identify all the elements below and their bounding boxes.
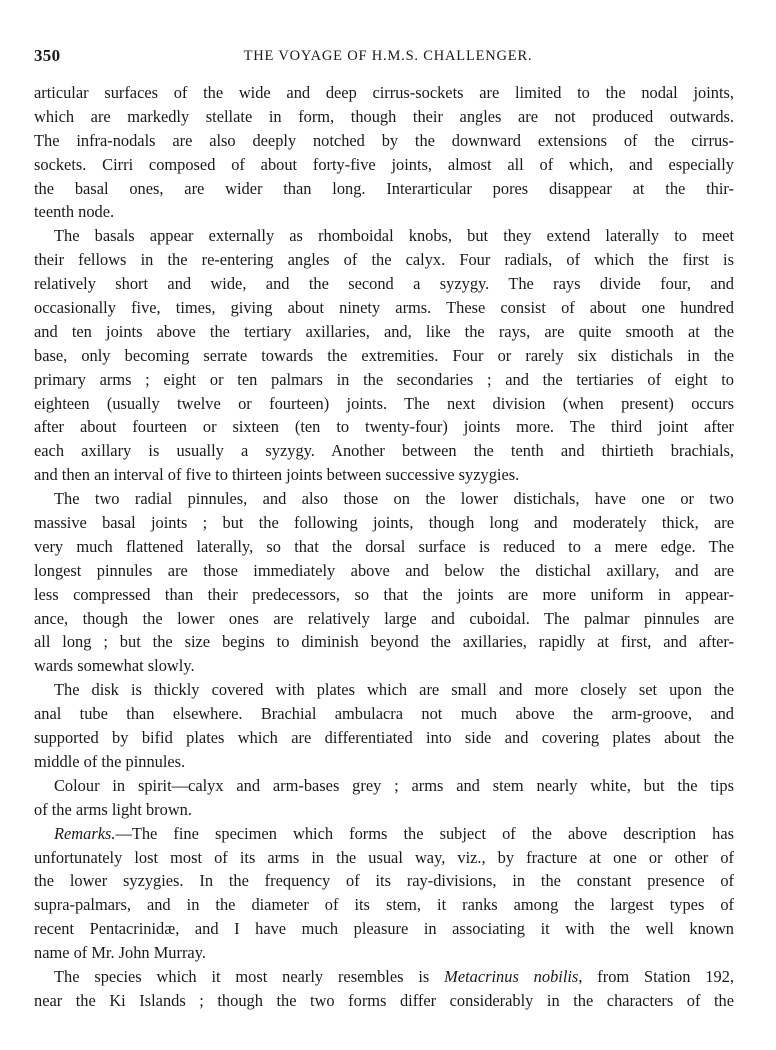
paragraph-pinnules xyxy=(34,487,734,678)
remarks-heading: Remarks. xyxy=(54,823,116,843)
running-title: THE VOYAGE OF H.M.S. CHALLENGER. xyxy=(243,48,533,64)
text-line: each axillary is usually a syzygy. Another between the tenth and thirtieth brachials, xyxy=(34,441,734,461)
text-line: of the arms light brown. xyxy=(34,799,192,819)
text-line: which are markedly stellate in form, though their angles are not produced outwards. xyxy=(34,106,734,126)
text-line: primary arms ; eight or ten palmars in the secondaries ; and the tertiaries of eight to xyxy=(34,369,734,389)
text-span: —The fine specimen which forms the subject of the above description has xyxy=(115,823,734,843)
text-line: name of Mr. John Murray. xyxy=(34,943,206,963)
text-line: and ten joints above the tertiary axillaries, and, like the rays, are quite smooth at the xyxy=(34,321,734,341)
text-line: base, only becoming serrate towards the extremities. Four or rarely six distichals in the xyxy=(34,345,734,365)
text-line: eighteen (usually twelve or fourteen) joints. The next division (when present) occurs xyxy=(34,393,734,413)
page-header xyxy=(34,46,734,70)
text-line: near the Ki Islands ; though the two forms differ considerably in the characters of the xyxy=(34,990,734,1010)
text-line: occasionally five, times, giving about ninety arms. These consist of about one hundred xyxy=(34,298,734,318)
paragraph-basals xyxy=(34,224,734,487)
text-line: the basal ones, are wider than long. Interarticular pores disappear at the thir- xyxy=(34,178,734,198)
paragraph-cirrus-sockets xyxy=(34,81,734,224)
text-line: middle of the pinnules. xyxy=(34,751,186,771)
paragraph-disk xyxy=(34,678,734,774)
text-line: all long ; but the size begins to diminish beyond the axillaries, rapidly at first, and after- xyxy=(34,632,734,652)
paragraph-remarks xyxy=(34,822,734,965)
text-line: articular surfaces of the wide and deep cirrus-sockets are limited to the nodal joints, xyxy=(34,83,734,102)
text-line: ance, though the lower ones are relatively large and cuboidal. The palmar pinnules are xyxy=(34,608,734,628)
text-span: The species which it most nearly resembles is xyxy=(54,966,445,986)
paragraph-colour xyxy=(34,774,734,822)
text-line: the lower syzygies. In the frequency of its ray-divisions, in the constant presence of xyxy=(34,871,734,891)
text-line: Colour in spirit—calyx and arm-bases grey ; arms and stem nearly white, but the tips xyxy=(54,775,734,795)
text-line: wards somewhat slowly. xyxy=(34,656,195,676)
species-name: Metacrinus nobilis xyxy=(444,966,579,986)
paragraph-species xyxy=(34,965,734,1013)
text-line: The basals appear externally as rhomboidal knobs, but they extend laterally to meet xyxy=(54,226,734,246)
text-line: The infra-nodals are also deeply notched by the downward extensions of the cirrus- xyxy=(34,130,734,150)
text-line: relatively short and wide, and the second a syzygy. The rays divide four, and xyxy=(34,274,734,294)
text-line: sockets. Cirri composed of about forty-five joints, almost all of which, and especially xyxy=(34,154,734,174)
page-number: 350 xyxy=(34,46,61,65)
text-line: recent Pentacrinidæ, and I have much pleasure in associating it with the well known xyxy=(34,919,734,939)
text-span: , from Station 192, xyxy=(578,966,734,986)
body-text xyxy=(34,81,734,1013)
text-line: supported by bifid plates which are differentiated into side and covering plates about the xyxy=(34,728,734,748)
text-line: The disk is thickly covered with plates which are small and more closely set upon the xyxy=(54,680,734,700)
text-line: less compressed than their predecessors, so that the joints are more uniform in appear- xyxy=(34,584,734,604)
text-line: The two radial pinnules, and also those on the lower distichals, have one or two xyxy=(54,489,734,509)
text-line xyxy=(34,965,734,989)
text-line: longest pinnules are those immediately above and below the distichal axillary, and are xyxy=(34,560,734,580)
text-line: very much flattened laterally, so that the dorsal surface is reduced to a mere edge. The xyxy=(34,536,734,556)
text-line: anal tube than elsewhere. Brachial ambulacra not much above the arm-groove, and xyxy=(34,704,734,724)
text-line: supra-palmars, and in the diameter of its stem, it ranks among the largest types of xyxy=(34,895,734,915)
text-line: teenth node. xyxy=(34,202,115,222)
text-line: unfortunately lost most of its arms in the usual way, viz., by fracture at one or other of xyxy=(34,847,734,867)
text-line xyxy=(34,822,734,846)
text-line: massive basal joints ; but the following joints, though long and moderately thick, are xyxy=(34,513,734,533)
text-line: their fellows in the re-entering angles of the calyx. Four radials, of which the first is xyxy=(34,250,734,270)
text-line: and then an interval of five to thirteen joints between successive syzygies. xyxy=(34,465,520,485)
text-line: after about fourteen or sixteen (ten to twenty-four) joints more. The third joint after xyxy=(34,417,734,437)
